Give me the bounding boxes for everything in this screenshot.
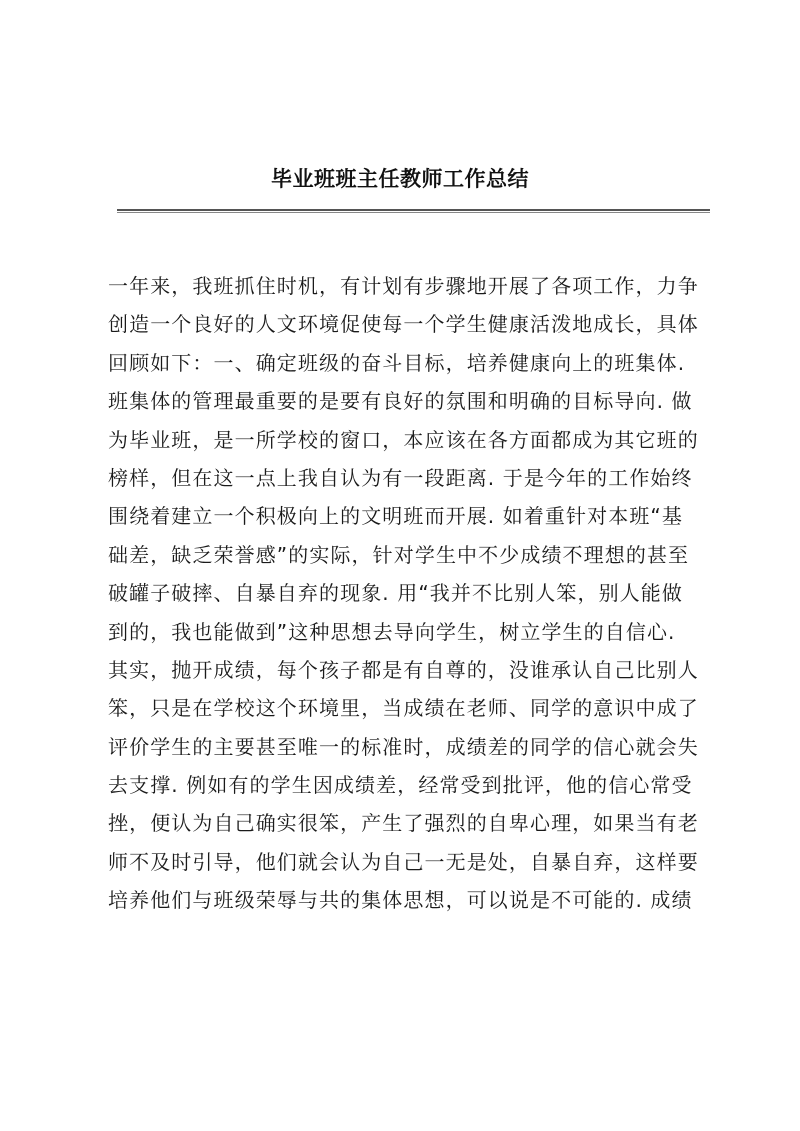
body-line: 班集体的管理最重要的是要有良好的氛围和明确的目标导向. 做: [108, 389, 693, 414]
body-line: 围绕着建立一个积极向上的文明班而开展. 如着重针对本班“基: [108, 504, 683, 529]
document-body: [108, 272, 708, 925]
body-line: 榜样，但在这一点上我自认为有一段距离. 于是今年的工作始终: [108, 465, 693, 490]
body-line: 础差，缺乏荣誉感”的实际，针对学生中不少成绩不理想的甚至: [108, 542, 690, 567]
body-line: 回顾如下：一、确定班级的奋斗目标，培养健康向上的班集体.: [108, 350, 686, 375]
body-line: 去支撑. 例如有的学生因成绩差，经常受到批评，他的信心常受: [108, 773, 693, 798]
body-line: 到的，我也能做到”这种思想去导向学生，树立学生的自信心.: [108, 619, 676, 644]
body-line: 挫，便认为自己确实很笨，产生了强烈的自卑心理，如果当有老: [108, 811, 699, 836]
body-line: 破罐子破摔、自暴自弃的现象. 用“我并不比别人笨，别人能做: [108, 581, 683, 606]
body-line: 笨，只是在学校这个环境里，当成绩在老师、同学的意识中成了: [108, 696, 699, 721]
title-underline: [117, 209, 710, 213]
body-line: 一年来，我班抓住时机，有计划有步骤地开展了各项工作，力争: [108, 274, 699, 298]
body-line: 培养他们与班级荣辱与共的集体思想，可以说是不可能的. 成绩: [108, 888, 693, 913]
document-title: 毕业班班主任教师工作总结: [271, 166, 529, 191]
body-line: 其实，抛开成绩，每个孩子都是有自尊的，没谁承认自己比别人: [108, 657, 699, 682]
body-line: 创造一个良好的人文环境促使每一个学生健康活泼地成长，具体: [108, 312, 699, 337]
body-line: 师不及时引导，他们就会认为自己一无是处，自暴自弃，这样要: [108, 849, 699, 874]
body-line: 评价学生的主要甚至唯一的标准时，成绩差的同学的信心就会失: [108, 734, 699, 759]
body-line: 为毕业班，是一所学校的窗口，本应该在各方面都成为其它班的: [108, 427, 699, 452]
